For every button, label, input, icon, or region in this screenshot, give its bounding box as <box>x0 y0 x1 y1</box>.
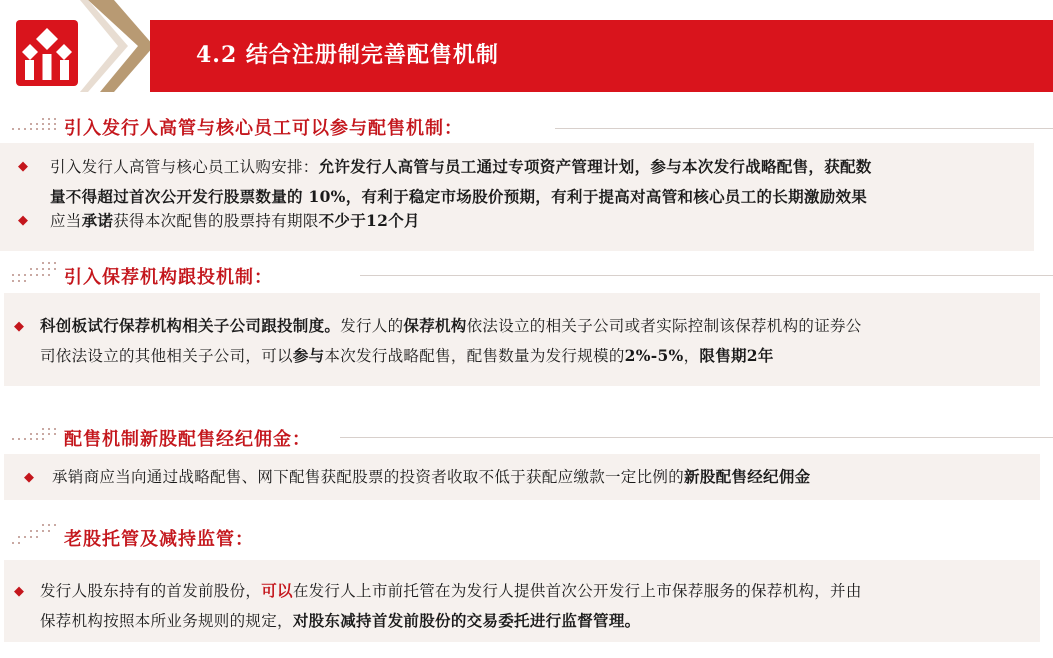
list-item: 应当承诺获得本次配售的股票持有期限不少于12个月 <box>50 211 420 230</box>
divider <box>340 437 1053 438</box>
section-marker-icon <box>8 522 58 546</box>
company-logo <box>16 20 78 86</box>
section-title-executives: 引入发行人高管与核心员工可以参与配售机制： <box>64 118 463 139</box>
bullet-icon: ◆ <box>24 470 34 485</box>
section-title-commission: 配售机制新股配售经纪佣金： <box>64 429 311 450</box>
bullet-icon: ◆ <box>14 584 24 599</box>
list-item: 科创板试行保荐机构相关子公司跟投制度。发行人的保荐机构依法设立的相关子公司或者实际控制该保荐机构的证券公 司依法设立的其他相关子公司，可以参与本次发行战略配售，配售数量为发行规模的2%-5%，限售期2年 <box>40 316 862 365</box>
section-title-sponsor: 引入保荐机构跟投机制： <box>64 267 273 288</box>
section-marker-icon <box>8 260 58 284</box>
list-item: 承销商应当向通过战略配售、网下配售获配股票的投资者收取不低于获配应缴款一定比例的新股配售经纪佣金 <box>52 467 811 486</box>
section-marker-icon <box>8 426 58 446</box>
section-title-custody: 老股托管及减持监管： <box>64 529 254 550</box>
bullet-icon: ◆ <box>18 159 28 174</box>
divider <box>360 275 1053 276</box>
bullet-icon: ◆ <box>14 319 24 334</box>
list-item: 引入发行人高管与核心员工认购安排：允许发行人高管与员工通过专项资产管理计划，参与本次发行战略配售，获配数 量不得超过首次公开发行股票数量的 10%，有利于稳定市场股价预期，有利于提高对高管和核心员工的长期激励效果 <box>50 157 872 206</box>
bullet-icon: ◆ <box>18 213 28 228</box>
page-title: 4.2 结合注册制完善配售机制 <box>196 42 499 68</box>
divider <box>555 128 1053 129</box>
section-marker-icon <box>8 116 58 136</box>
list-item: 发行人股东持有的首发前股份，可以在发行人上市前托管在为发行人提供首次公开发行上市保荐服务的保荐机构，并由 保荐机构按照本所业务规则的规定，对股东减持首发前股份的交易委托进行监督管理。 <box>40 581 862 630</box>
